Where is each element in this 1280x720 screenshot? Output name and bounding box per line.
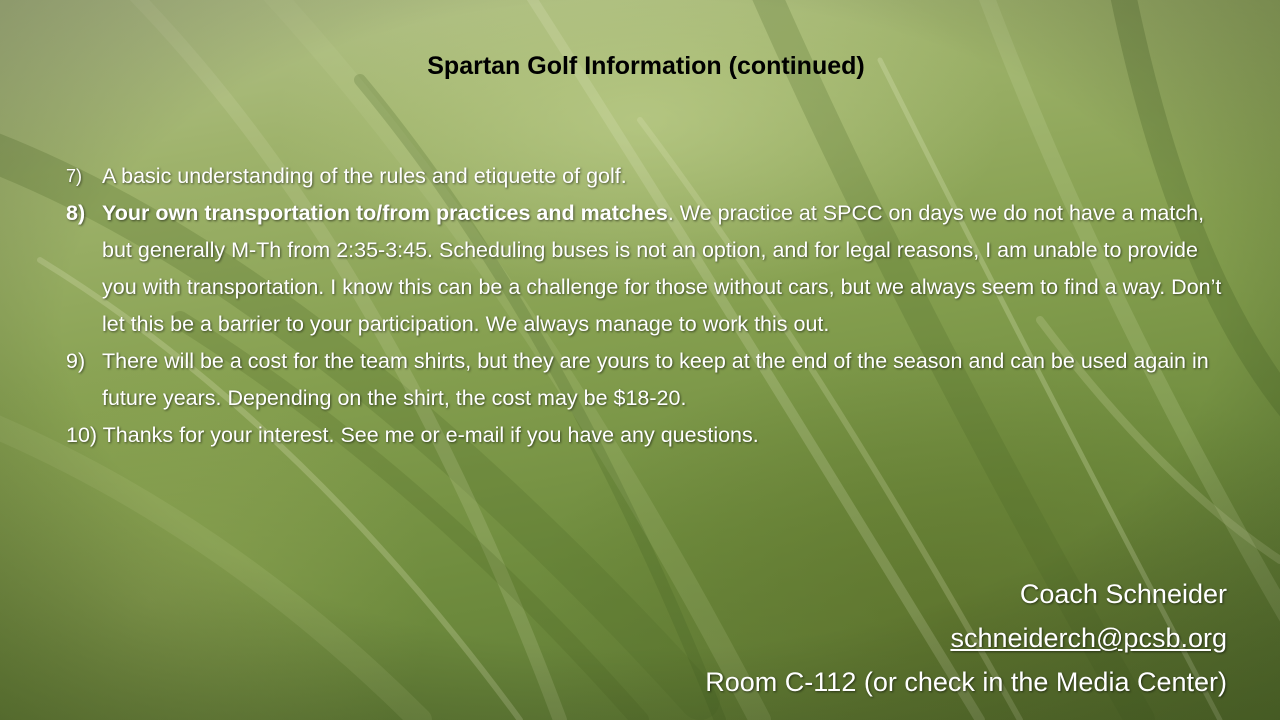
room-info: Room C-112 (or check in the Media Center) [705, 667, 1227, 697]
item-number: 8) [66, 201, 86, 225]
item-number: 7) [66, 166, 83, 186]
list-item-9 [66, 343, 1226, 417]
list-item-8 [66, 195, 1226, 343]
list-item-7 [66, 158, 1226, 195]
item-text: There will be a cost for the team shirts, but they are yours to keep at the end of the season and can be used again in future years. Depending on the shirt, the cost may be $18-20. [102, 349, 1209, 410]
email-link[interactable]: schneiderch@pcsb.org [950, 623, 1227, 653]
item-bold-text: Your own transportation to/from practices and matches [102, 201, 668, 225]
item-text: A basic understanding of the rules and etiquette of golf. [102, 164, 627, 188]
slide-title: Spartan Golf Information (continued) [427, 52, 865, 80]
signature-block [705, 572, 1227, 704]
info-list [66, 158, 1226, 454]
item-number: 10) [66, 423, 98, 447]
list-item-10 [66, 417, 1226, 454]
coach-name: Coach Schneider [1019, 579, 1227, 609]
item-number: 9) [66, 349, 86, 373]
item-text: . We practice at SPCC on days we do not have a match, but generally M-Th from 2:35-3:45. Scheduling buses is not an option, and for legal reasons, I am unable to provide you with transportation. I know this can be a challenge for those without cars, but we always seem to find a way. Don’t let this be a barrier to your participation. We always manage to work this out. [102, 201, 1222, 336]
item-text: Thanks for your interest. See me or e-mail if you have any questions. [97, 423, 759, 447]
